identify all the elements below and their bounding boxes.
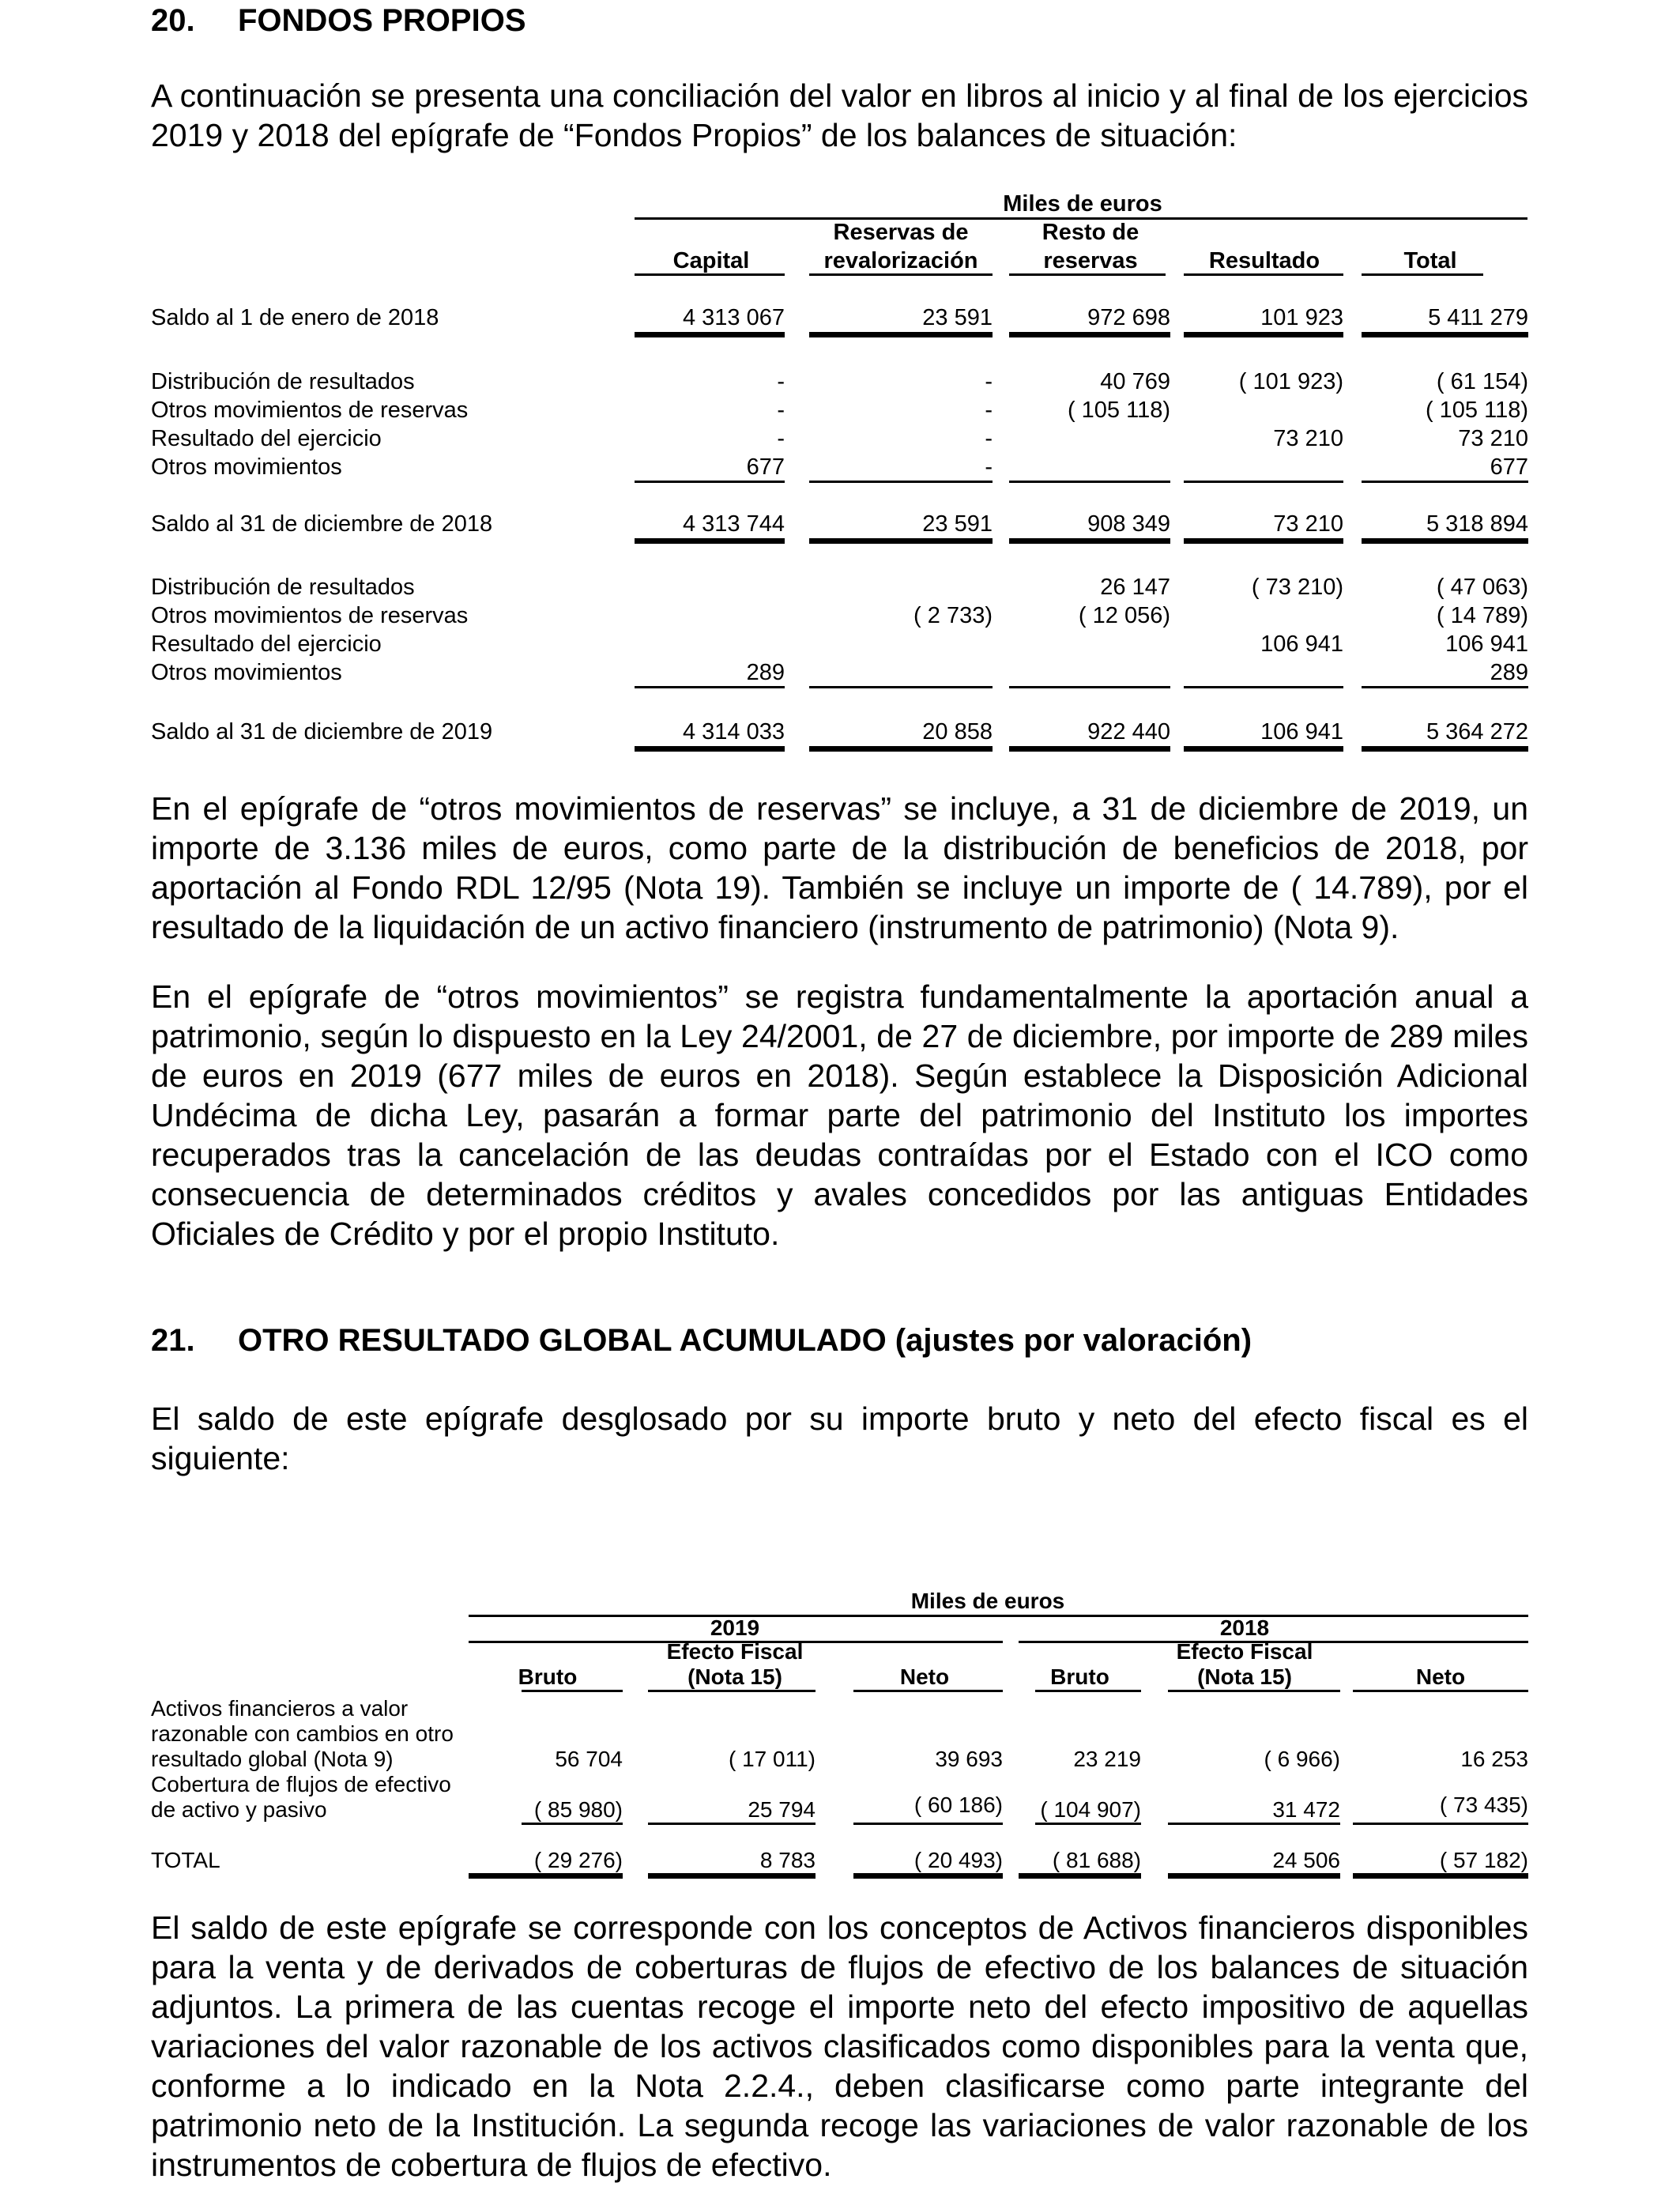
table2-unit-rule [469,1615,1528,1617]
table2-header-bruto-2018: Bruto [1050,1664,1109,1689]
subtotal-rule [648,1823,816,1825]
table1-row-label: Saldo al 31 de diciembre de 2018 [151,511,493,537]
table2-year-2019: 2019 [710,1615,760,1640]
table1-cell: - [777,398,785,423]
table2-cell: ( 6 966) [1264,1747,1340,1771]
table1-header-resto-2: reservas [1043,248,1138,273]
table1-header-resultado: Resultado [1208,248,1320,273]
table1-header-total: Total [1403,248,1457,273]
header-rule [1035,1690,1141,1692]
table2-cell: ( 81 688) [1052,1848,1141,1872]
table1-header-resto-1: Resto de [1042,220,1139,245]
table1-cell: 106 941 [1445,631,1528,657]
table2-header-bruto-2019: Bruto [518,1664,578,1689]
table2-row-label-line: resultado global (Nota 9) [151,1747,394,1771]
table1-header-capital: Capital [672,248,750,273]
table1-row-label: Resultado del ejercicio [151,631,382,657]
table1-cell: 4 314 033 [682,719,785,745]
table1-cell: 677 [1490,454,1528,480]
table2-cell: 24 506 [1272,1848,1340,1872]
table1-cell: ( 105 118) [1425,398,1528,423]
table2-cell: 31 472 [1272,1797,1340,1822]
table1-cell: 73 210 [1273,511,1343,537]
table1-cell: 289 [1490,660,1528,685]
table1-cell: ( 105 118) [1067,398,1170,423]
section-21-closing-paragraph: El saldo de este epígrafe se corresponde con los conceptos de Activos financieros disponibles para la venta y de derivados de coberturas de flujos de efectivo de los balances de situación adjuntos. La primera de las cuentas recoge el importe neto del efecto impositivo de aquellas variaciones del valor razonable de los activos clasificados como disponibles para la venta que, conforme a lo indicado en la Nota 2.2.4., deben clasificarse como parte integrante del patrimonio neto de la Institución. La segunda recoge las variaciones de valor razonable de los instrumentos de cobertura de flujos de efectivo. [151,1909,1528,2183]
table1-cell: 5 318 894 [1426,511,1528,537]
table2-cell: ( 17 011) [729,1747,816,1771]
table1-row-label: Otros movimientos [151,660,342,685]
table2-cell: 23 219 [1073,1747,1141,1771]
table1-cell: 922 440 [1087,719,1170,745]
table1-cell: ( 47 063) [1436,575,1528,600]
subtotal-rule [1035,1823,1141,1825]
table1-cell: - [777,369,785,394]
table1-cell: 5 411 279 [1428,305,1528,330]
double-rule [1353,1873,1528,1879]
table1-cell: ( 12 056) [1078,603,1170,628]
table2-row-label-line: Activos financieros a valor [151,1696,409,1721]
table2-year-2018: 2018 [1219,1615,1270,1640]
table1-row-label: Otros movimientos [151,454,342,480]
table1-cell: 106 941 [1260,719,1343,745]
table1-cell: 23 591 [922,511,993,537]
table1-cell: - [777,426,785,451]
table2-header-nota-2018: (Nota 15) [1197,1664,1292,1689]
table1-unit-label: Miles de euros [1003,191,1162,217]
table1-cell: - [985,454,993,480]
table1-row-label: Otros movimientos de reservas [151,398,469,423]
section-20-paragraph-1: En el epígrafe de “otros movimientos de reservas” se incluye, a 31 de diciembre de 2019, un importe de 3.136 miles de euros, como parte de la distribución de beneficios de 2018, por aportación al Fondo RDL 12/95 (Nota 19). También se incluye un importe de ( 14.789), por el resultado de la liquidación de un activo financiero (instrumento de patrimonio) (Nota 9). [151,790,1528,945]
table1-cell: 73 210 [1273,426,1343,451]
section-20-title: FONDOS PROPIOS [238,3,526,38]
table1-cell: 972 698 [1087,305,1170,330]
subtotal-rule [1353,1823,1528,1825]
subtotal-rule [1168,1823,1340,1825]
table1-cell: - [985,426,993,451]
table1-row-label: Saldo al 1 de enero de 2018 [151,305,439,330]
table1-row-label: Resultado del ejercicio [151,426,382,451]
table2-cell: 25 794 [748,1797,816,1822]
table2-header-efecto-2019: Efecto Fiscal [666,1639,804,1664]
table1-cell: ( 14 789) [1436,603,1528,628]
subtotal-rule [853,1823,1003,1825]
double-rule [1168,1873,1340,1879]
table1-cell: 4 313 744 [682,511,785,537]
table2-cell: 39 693 [935,1747,1003,1771]
table1-cell: 677 [746,454,785,480]
table1-row-label: Distribución de resultados [151,369,415,394]
section-21-intro: El saldo de este epígrafe desglosado por su importe bruto y neto del efecto fiscal es el siguiente: [151,1400,1528,1476]
table2-cell: ( 29 276) [533,1848,623,1872]
header-rule [1353,1690,1528,1692]
table2-cell: 56 704 [555,1747,623,1771]
table2-header-nota-2019: (Nota 15) [687,1664,782,1689]
double-rule [1019,1873,1141,1879]
table2-cell: 16 253 [1460,1747,1528,1771]
table1-cell: - [985,369,993,394]
table2-cell: ( 104 907) [1040,1797,1141,1822]
double-rule [853,1873,1003,1879]
table1-cell: ( 73 210) [1251,575,1343,600]
table1-cell: 106 941 [1260,631,1343,657]
section-20-paragraph-2: En el epígrafe de “otros movimientos” se registra fundamentalmente la aportación anual a patrimonio, según lo dispuesto en la Ley 24/2001, de 27 de diciembre, por importe de 289 miles de euros en 2019 (677 miles de euros en 2018). Según establece la Disposición Adicional Undécima de dicha Ley, pasarán a formar parte del patrimonio del Instituto los importes recuperados tras la cancelación de las deudas contraídas por el Estado con el ICO como consecuencia de determinados créditos y avales concedidos por las antiguas Entidades Oficiales de Crédito y por el propio Instituto. [151,978,1528,1252]
table2-cell: ( 57 182) [1439,1848,1528,1872]
header-rule [648,1690,816,1692]
table1-cell: 40 769 [1100,369,1170,394]
table2-header-efecto-2018: Efecto Fiscal [1176,1639,1313,1664]
section-21-title: OTRO RESULTADO GLOBAL ACUMULADO (ajustes por valoración) [238,1323,1252,1358]
double-rule [648,1873,816,1879]
table1-cell: 4 313 067 [682,305,785,330]
table2-cell: ( 60 186) [913,1793,1003,1817]
header-rule [853,1690,1003,1692]
table2-row-label-line: Cobertura de flujos de efectivo [151,1772,451,1796]
table2-header-neto-2019: Neto [899,1664,950,1689]
table1-cell: ( 2 733) [913,603,993,628]
table1-cell: 289 [746,660,785,685]
table2-row-label-line: razonable con cambios en otro [151,1721,454,1746]
section-21-number: 21. [151,1323,195,1358]
section-20-number: 20. [151,3,195,38]
table2-row-label-line: de activo y pasivo [151,1797,327,1822]
table1-cell: ( 101 923) [1238,369,1343,394]
table2-cell: ( 73 435) [1439,1793,1528,1817]
table1-cell: - [985,398,993,423]
table1-cell: 20 858 [922,719,993,745]
subtotal-rule [522,1823,623,1825]
table2-total-label: TOTAL [151,1848,220,1872]
header-rule [1168,1690,1340,1692]
table1-cell: 908 349 [1087,511,1170,537]
table2-header-neto-2018: Neto [1415,1664,1466,1689]
table1-cell: 73 210 [1458,426,1528,451]
table1-row-label: Distribución de resultados [151,575,415,600]
table1-header-reservas-1: Reservas de [833,220,969,245]
table2-unit-label: Miles de euros [910,1589,1065,1613]
table1-cell: 23 591 [922,305,993,330]
table1-cell: 101 923 [1260,305,1343,330]
table1-cell: ( 61 154) [1436,369,1528,394]
table1-cell: 26 147 [1100,575,1170,600]
table1-cell: 5 364 272 [1426,719,1528,745]
table1-row-label: Saldo al 31 de diciembre de 2019 [151,719,493,745]
table2-cell: 8 783 [759,1848,816,1872]
table1-header-reservas-2: revalorización [823,248,978,273]
table2-cell: ( 20 493) [913,1848,1003,1872]
table2-cell: ( 85 980) [533,1797,623,1822]
table1-row-label: Otros movimientos de reservas [151,603,469,628]
double-rule [469,1873,623,1879]
header-rule [522,1690,623,1692]
section-20-intro: A continuación se presenta una conciliación del valor en libros al inicio y al final de los ejercicios 2019 y 2018 del epígrafe de “Fondos Propios” de los balances de situación: [151,77,1528,153]
